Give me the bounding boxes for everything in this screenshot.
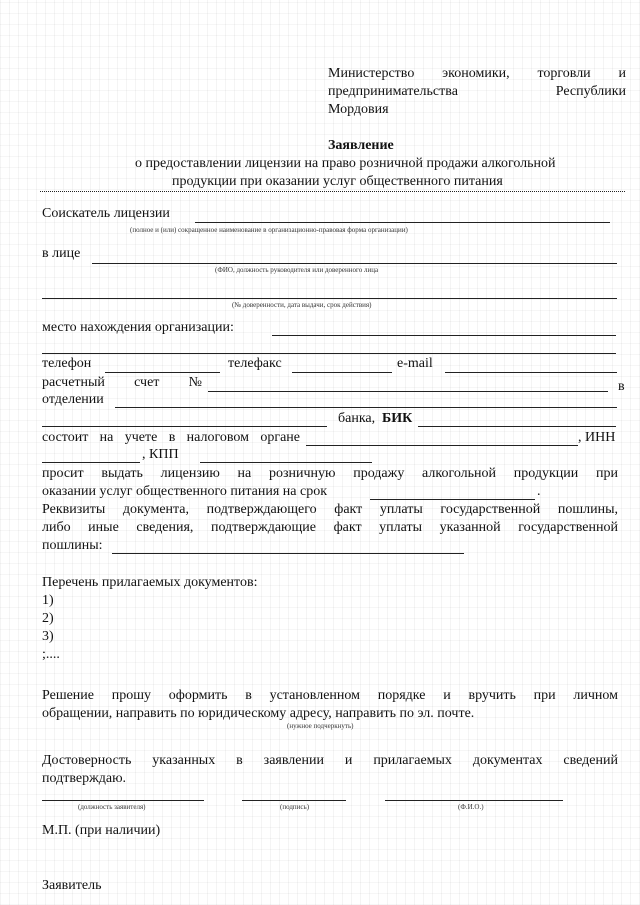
location-field[interactable] bbox=[272, 335, 616, 336]
signature-hint: (подпись) bbox=[280, 803, 310, 811]
page-title: Заявление bbox=[328, 138, 394, 153]
applicant-footer: Заявитель bbox=[42, 878, 102, 893]
duty-line-1: Реквизиты документа, подтверждающего факт уплаты государственной пошлины, bbox=[42, 502, 618, 517]
representative-hint: (ФИО, должность руководителя или доверенного лица bbox=[215, 266, 379, 274]
addressee-line-3: Мордовия bbox=[328, 102, 389, 117]
kpp-field[interactable] bbox=[200, 462, 372, 463]
kpp-label: , КПП bbox=[142, 447, 179, 462]
duty-line-2: либо иные сведения, подтверждающие факт уплаты указанной государственной bbox=[42, 520, 618, 535]
applicant-name-field[interactable] bbox=[195, 222, 610, 223]
location-label: место нахождения организации: bbox=[42, 320, 234, 335]
duty-line-3: пошлины: bbox=[42, 538, 103, 553]
decision-line-1: Решение прошу оформить в установленном порядке и вручить при личном bbox=[42, 688, 618, 703]
bank-name-field[interactable] bbox=[42, 426, 327, 427]
inn-label: , ИНН bbox=[578, 430, 616, 445]
addressee-line-1: Министерство экономики, торговли и bbox=[328, 66, 626, 81]
request-line-1: просит выдать лицензию на розничную продажу алкогольной продукции при bbox=[42, 466, 618, 481]
applicant-hint: (полное и (или) сокращенное наименование в организационно-правовая форма организации) bbox=[130, 226, 408, 234]
email-label: e-mail bbox=[397, 356, 433, 371]
power-of-attorney-field[interactable] bbox=[42, 298, 617, 299]
inn-field[interactable] bbox=[42, 462, 140, 463]
phone-field[interactable] bbox=[105, 372, 220, 373]
addressee-line-2: предпринимательства Республики bbox=[328, 84, 626, 99]
duty-field[interactable] bbox=[112, 553, 464, 554]
stamp-note: М.П. (при наличии) bbox=[42, 823, 161, 838]
tax-authority-field[interactable] bbox=[306, 445, 578, 446]
fax-label: телефакс bbox=[228, 356, 282, 371]
bik-label: БИК bbox=[382, 411, 413, 426]
tax-registered-label: состоит на учете в налоговом органе bbox=[42, 430, 300, 445]
license-term-field[interactable] bbox=[370, 499, 535, 500]
title-divider bbox=[40, 191, 625, 192]
representative-field[interactable] bbox=[92, 263, 617, 264]
location-field-2[interactable] bbox=[42, 353, 616, 354]
documents-item-2: 2) bbox=[42, 611, 54, 626]
branch-field[interactable] bbox=[115, 407, 617, 408]
title-line-1: о предоставлении лицензии на право розничной продажи алкогольной bbox=[135, 156, 556, 171]
power-of-attorney-hint: (№ доверенности, дата выдачи, срок действия) bbox=[232, 301, 372, 309]
full-name-hint: (Ф.И.О.) bbox=[458, 803, 484, 811]
fax-field[interactable] bbox=[292, 372, 392, 373]
full-name-field[interactable] bbox=[385, 800, 563, 801]
applicant-label: Соискатель лицензии bbox=[42, 206, 170, 221]
documents-item-3: 3) bbox=[42, 629, 54, 644]
documents-label: Перечень прилагаемых документов: bbox=[42, 575, 258, 590]
decision-line-2: обращении, направить по юридическому адресу, направить по эл. почте. bbox=[42, 706, 475, 721]
bank-label: банка, bbox=[338, 411, 376, 426]
account-field[interactable] bbox=[208, 391, 608, 392]
position-field[interactable] bbox=[42, 800, 204, 801]
title-line-2: продукции при оказании услуг общественного питания bbox=[172, 174, 503, 189]
branch-label: отделении bbox=[42, 392, 104, 407]
request-line-2-end: . bbox=[537, 484, 541, 499]
documents-item-more: ;.... bbox=[42, 647, 60, 662]
account-in-label: в bbox=[618, 379, 625, 394]
signature-field[interactable] bbox=[242, 800, 346, 801]
email-field[interactable] bbox=[445, 372, 617, 373]
bik-field[interactable] bbox=[418, 426, 616, 427]
representative-label: в лице bbox=[42, 246, 81, 261]
documents-item-1: 1) bbox=[42, 593, 54, 608]
request-line-2: оказании услуг общественного питания на срок bbox=[42, 484, 328, 499]
phone-label: телефон bbox=[42, 356, 92, 371]
decision-hint: (нужное подчеркнуть) bbox=[287, 722, 354, 730]
confirmation-line-2: подтверждаю. bbox=[42, 771, 127, 786]
confirmation-line-1: Достоверность указанных в заявлении и прилагаемых документах сведений bbox=[42, 753, 618, 768]
position-hint: (должность заявителя) bbox=[78, 803, 146, 811]
account-label: расчетный счет № bbox=[42, 375, 202, 390]
